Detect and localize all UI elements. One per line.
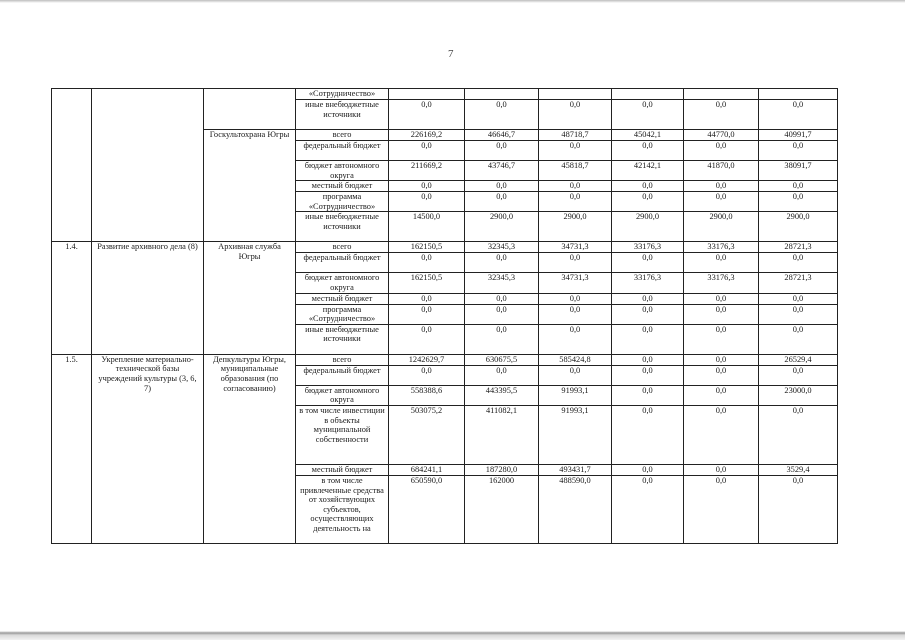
source-cell: в том числе привлеченные средства от хозяйствующих субъектов, осуществляющих деятельность на xyxy=(296,475,389,543)
value-cell: 226169,2 xyxy=(389,130,465,141)
source-cell: федеральный бюджет xyxy=(296,141,389,161)
value-cell: 34731,3 xyxy=(539,273,612,293)
value-cell: 0,0 xyxy=(759,304,838,324)
budget-table xyxy=(51,88,838,544)
value-cell: 33176,3 xyxy=(612,242,684,253)
item-number-cell: 1.5. xyxy=(52,354,92,543)
value-cell: 411082,1 xyxy=(465,405,539,464)
value-cell: 630675,5 xyxy=(465,354,539,365)
value-cell: 0,0 xyxy=(684,405,759,464)
value-cell: 558388,6 xyxy=(389,385,465,405)
value-cell: 0,0 xyxy=(539,253,612,273)
value-cell: 0,0 xyxy=(612,100,684,130)
source-cell: иные внебюджетные источники xyxy=(296,212,389,242)
value-cell xyxy=(759,89,838,100)
value-cell: 0,0 xyxy=(389,324,465,354)
source-cell: в том числе инвестиции в объекты муниципальной собственности xyxy=(296,405,389,464)
value-cell xyxy=(684,89,759,100)
value-cell: 0,0 xyxy=(612,365,684,385)
value-cell: 46646,7 xyxy=(465,130,539,141)
value-cell: 0,0 xyxy=(684,324,759,354)
item-name-cell: Укрепление материально-технической базы учреждений культуры (3, 6, 7) xyxy=(92,354,204,543)
value-cell: 0,0 xyxy=(389,293,465,304)
table-row xyxy=(52,354,838,365)
value-cell: 0,0 xyxy=(684,293,759,304)
value-cell: 493431,7 xyxy=(539,464,612,475)
value-cell: 0,0 xyxy=(684,181,759,192)
source-cell: всего xyxy=(296,354,389,365)
value-cell: 0,0 xyxy=(465,324,539,354)
value-cell: 23000,0 xyxy=(759,385,838,405)
value-cell: 0,0 xyxy=(612,464,684,475)
value-cell xyxy=(612,89,684,100)
value-cell xyxy=(389,89,465,100)
value-cell: 2900,0 xyxy=(759,212,838,242)
executor-cell: Депкультуры Югры, муниципальные образования (по согласованию) xyxy=(204,354,296,543)
source-cell: «Сотрудничество» xyxy=(296,89,389,100)
value-cell: 0,0 xyxy=(684,192,759,212)
value-cell: 0,0 xyxy=(539,365,612,385)
value-cell: 40991,7 xyxy=(759,130,838,141)
page-number: 7 xyxy=(448,48,454,60)
item-name-cell: Развитие архивного дела (8) xyxy=(92,242,204,354)
scan-edge-bottom xyxy=(0,627,905,640)
value-cell: 26529,4 xyxy=(759,354,838,365)
value-cell: 33176,3 xyxy=(684,242,759,253)
value-cell: 32345,3 xyxy=(465,242,539,253)
value-cell: 0,0 xyxy=(389,304,465,324)
value-cell: 44770,0 xyxy=(684,130,759,141)
value-cell: 0,0 xyxy=(612,475,684,543)
value-cell: 33176,3 xyxy=(612,273,684,293)
source-cell: местный бюджет xyxy=(296,293,389,304)
value-cell: 0,0 xyxy=(759,100,838,130)
value-cell: 0,0 xyxy=(684,475,759,543)
source-cell: местный бюджет xyxy=(296,464,389,475)
value-cell: 0,0 xyxy=(759,141,838,161)
value-cell: 2900,0 xyxy=(684,212,759,242)
value-cell: 0,0 xyxy=(612,181,684,192)
value-cell: 0,0 xyxy=(612,354,684,365)
value-cell: 0,0 xyxy=(759,192,838,212)
value-cell: 0,0 xyxy=(612,405,684,464)
value-cell: 0,0 xyxy=(684,385,759,405)
source-cell: федеральный бюджет xyxy=(296,365,389,385)
value-cell: 684241,1 xyxy=(389,464,465,475)
value-cell: 0,0 xyxy=(465,181,539,192)
value-cell: 0,0 xyxy=(684,253,759,273)
source-cell: бюджет автономного округа xyxy=(296,273,389,293)
value-cell xyxy=(539,89,612,100)
value-cell: 503075,2 xyxy=(389,405,465,464)
value-cell: 0,0 xyxy=(612,324,684,354)
value-cell: 0,0 xyxy=(612,304,684,324)
value-cell: 0,0 xyxy=(389,192,465,212)
value-cell: 1242629,7 xyxy=(389,354,465,365)
value-cell: 3529,4 xyxy=(759,464,838,475)
value-cell: 0,0 xyxy=(465,100,539,130)
item-number-cell xyxy=(52,89,92,242)
value-cell: 42142,1 xyxy=(612,161,684,181)
item-name-cell xyxy=(92,89,204,242)
value-cell: 0,0 xyxy=(684,100,759,130)
value-cell: 0,0 xyxy=(465,192,539,212)
value-cell: 0,0 xyxy=(389,141,465,161)
table-row xyxy=(52,242,838,253)
value-cell: 0,0 xyxy=(539,293,612,304)
value-cell: 0,0 xyxy=(389,100,465,130)
value-cell: 0,0 xyxy=(465,253,539,273)
executor-cell: Госкультохрана Югры xyxy=(204,130,296,242)
value-cell: 0,0 xyxy=(612,293,684,304)
value-cell: 211669,2 xyxy=(389,161,465,181)
source-cell: всего xyxy=(296,242,389,253)
value-cell: 0,0 xyxy=(539,192,612,212)
value-cell: 38091,7 xyxy=(759,161,838,181)
source-cell: программа «Сотрудничество» xyxy=(296,304,389,324)
value-cell: 0,0 xyxy=(539,141,612,161)
value-cell: 0,0 xyxy=(684,141,759,161)
executor-cell: Архивная служба Югры xyxy=(204,242,296,354)
value-cell: 0,0 xyxy=(465,304,539,324)
value-cell: 43746,7 xyxy=(465,161,539,181)
value-cell: 488590,0 xyxy=(539,475,612,543)
value-cell: 2900,0 xyxy=(612,212,684,242)
value-cell: 91993,1 xyxy=(539,385,612,405)
value-cell: 187280,0 xyxy=(465,464,539,475)
value-cell: 0,0 xyxy=(389,365,465,385)
value-cell: 48718,7 xyxy=(539,130,612,141)
value-cell: 14500,0 xyxy=(389,212,465,242)
source-cell: бюджет автономного округа xyxy=(296,385,389,405)
source-cell: бюджет автономного округа xyxy=(296,161,389,181)
scan-edge-top xyxy=(0,0,905,3)
value-cell: 2900,0 xyxy=(539,212,612,242)
item-number-cell: 1.4. xyxy=(52,242,92,354)
value-cell: 0,0 xyxy=(539,304,612,324)
value-cell: 0,0 xyxy=(612,141,684,161)
value-cell: 0,0 xyxy=(612,253,684,273)
value-cell: 0,0 xyxy=(759,181,838,192)
value-cell: 0,0 xyxy=(684,354,759,365)
value-cell: 162150,5 xyxy=(389,273,465,293)
table-row xyxy=(52,89,838,100)
source-cell: иные внебюджетные источники xyxy=(296,100,389,130)
value-cell: 0,0 xyxy=(539,324,612,354)
value-cell: 28721,3 xyxy=(759,242,838,253)
value-cell xyxy=(465,89,539,100)
value-cell: 585424,8 xyxy=(539,354,612,365)
source-cell: местный бюджет xyxy=(296,181,389,192)
source-cell: программа «Сотрудничество» xyxy=(296,192,389,212)
value-cell: 0,0 xyxy=(465,293,539,304)
value-cell: 0,0 xyxy=(684,304,759,324)
value-cell: 0,0 xyxy=(684,464,759,475)
value-cell: 2900,0 xyxy=(465,212,539,242)
value-cell: 443395,5 xyxy=(465,385,539,405)
value-cell: 0,0 xyxy=(612,385,684,405)
value-cell: 0,0 xyxy=(539,100,612,130)
value-cell: 33176,3 xyxy=(684,273,759,293)
value-cell: 650590,0 xyxy=(389,475,465,543)
value-cell: 0,0 xyxy=(389,181,465,192)
value-cell: 45042,1 xyxy=(612,130,684,141)
value-cell: 0,0 xyxy=(759,293,838,304)
value-cell: 162150,5 xyxy=(389,242,465,253)
value-cell: 34731,3 xyxy=(539,242,612,253)
value-cell: 41870,0 xyxy=(684,161,759,181)
value-cell: 0,0 xyxy=(759,365,838,385)
value-cell: 0,0 xyxy=(759,324,838,354)
value-cell: 0,0 xyxy=(684,365,759,385)
value-cell: 91993,1 xyxy=(539,405,612,464)
value-cell: 32345,3 xyxy=(465,273,539,293)
executor-cell xyxy=(204,89,296,130)
value-cell: 0,0 xyxy=(759,475,838,543)
value-cell: 0,0 xyxy=(759,253,838,273)
source-cell: федеральный бюджет xyxy=(296,253,389,273)
value-cell: 0,0 xyxy=(539,181,612,192)
value-cell: 0,0 xyxy=(465,141,539,161)
value-cell: 0,0 xyxy=(612,192,684,212)
value-cell: 162000 xyxy=(465,475,539,543)
source-cell: иные внебюджетные источники xyxy=(296,324,389,354)
value-cell: 45818,7 xyxy=(539,161,612,181)
source-cell: всего xyxy=(296,130,389,141)
value-cell: 28721,3 xyxy=(759,273,838,293)
value-cell: 0,0 xyxy=(759,405,838,464)
value-cell: 0,0 xyxy=(389,253,465,273)
value-cell: 0,0 xyxy=(465,365,539,385)
